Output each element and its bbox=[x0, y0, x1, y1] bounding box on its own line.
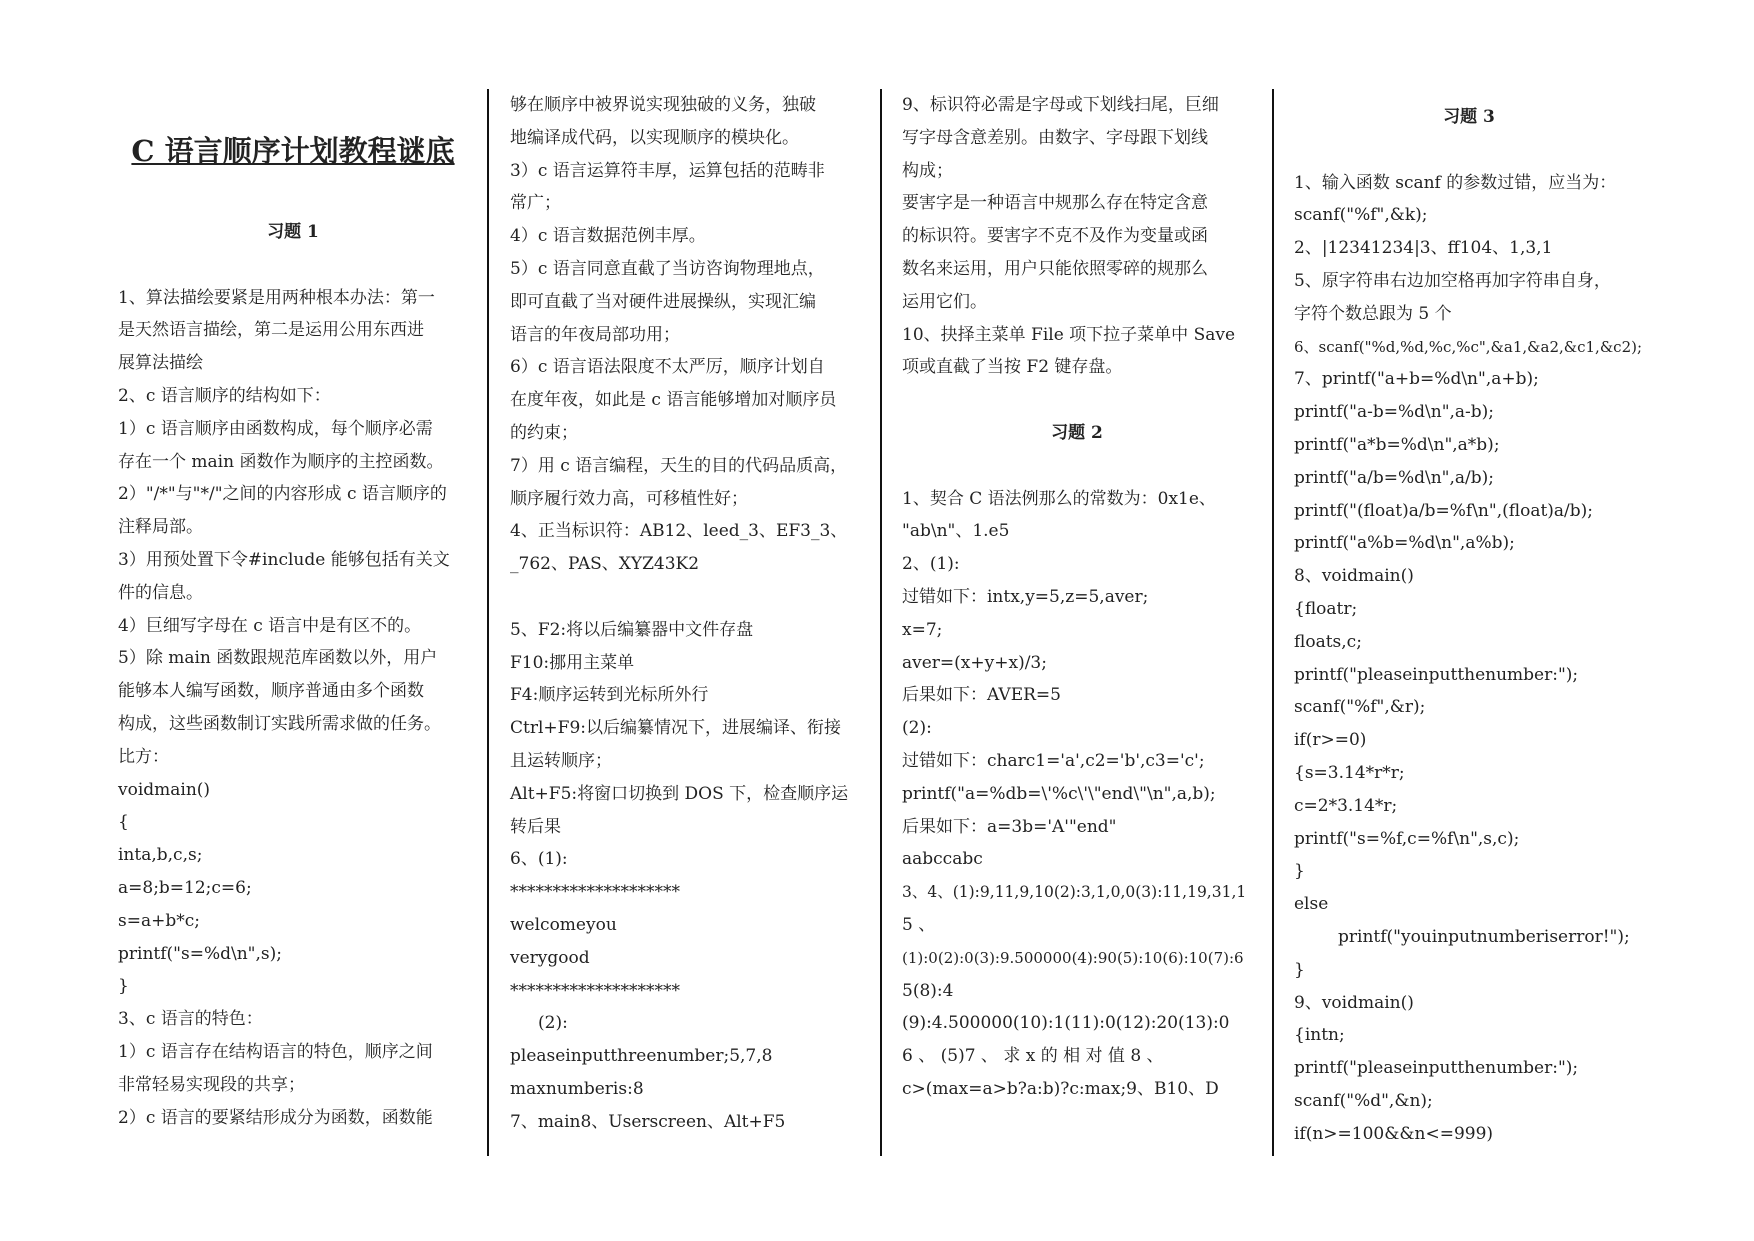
text-line: F4:顺序运转到光标所外行 bbox=[510, 685, 709, 706]
text-line: scanf("%d",&n); bbox=[1294, 1090, 1433, 1111]
text-line: 展算法描绘 bbox=[118, 353, 203, 374]
text-line: 5、F2:将以后编纂器中文件存盘 bbox=[510, 619, 754, 640]
text-line: else bbox=[1294, 894, 1329, 915]
text-line: printf("a*b=%d\n",a*b); bbox=[1294, 434, 1500, 455]
text-line: 比方： bbox=[118, 746, 169, 767]
col2-body-b bbox=[510, 614, 860, 1008]
col4-body-a bbox=[1294, 167, 1644, 921]
text-line: "ab\n"、1.e5 bbox=[902, 521, 1010, 542]
text-line: } bbox=[118, 976, 129, 997]
text-line: 的标识符。要害字不克不及作为变量或函 bbox=[902, 226, 1208, 247]
text-line: 5 、 bbox=[902, 914, 936, 935]
text-line: _762、PAS、XYZ43K2 bbox=[510, 554, 700, 575]
text-line: Ctrl+F9:以后编纂情况下，进展编译、衔接 bbox=[510, 718, 841, 739]
col2-body-c bbox=[510, 1040, 860, 1138]
text-line: maxnumberis:8 bbox=[510, 1078, 644, 1099]
text-line: 5、原字符串右边加空格再加字符串自身， bbox=[1294, 270, 1611, 291]
spacer bbox=[510, 581, 860, 614]
column-1 bbox=[118, 96, 468, 1134]
text-line: aver=(x+y+x)/3; bbox=[902, 652, 1047, 673]
col3-body-b bbox=[902, 483, 1252, 1106]
spacer bbox=[1294, 134, 1644, 167]
text-line: a=8;b=12;c=6; bbox=[118, 877, 252, 898]
text-line: c=2*3.14*r; bbox=[1294, 795, 1398, 816]
text-line: welcomeyou bbox=[510, 914, 617, 935]
text-line: 3）用预处置下令#include 能够包括有关文 bbox=[118, 549, 450, 570]
text-line: 即可直截了当对硬件进展操纵，实现汇编 bbox=[510, 291, 816, 312]
text-line: 9、标识符必需是字母或下划线扫尾，巨细 bbox=[902, 95, 1219, 115]
text-line: { bbox=[118, 812, 129, 833]
text-line: Alt+F5:将窗口切换到 DOS 下，检查顺序运 bbox=[510, 783, 849, 804]
text-line: 6、(1): bbox=[510, 849, 568, 870]
text-line: 能够本人编写函数，顺序普通由多个函数 bbox=[118, 681, 424, 702]
col4-indented-line: printf("youinputnumberiserror!"); bbox=[1338, 926, 1630, 947]
col2-body-a bbox=[510, 89, 860, 581]
text-line: } bbox=[1294, 959, 1305, 980]
text-line: 要害字是一种语言中规那么存在特定含意 bbox=[902, 193, 1208, 214]
text-line: 地编译成代码，以实现顺序的模块化。 bbox=[510, 127, 799, 148]
text-line: 过错如下：intx,y=5,z=5,aver; bbox=[902, 586, 1149, 607]
text-line: x=7; bbox=[902, 619, 943, 640]
spacer bbox=[902, 450, 1252, 483]
text-line: verygood bbox=[510, 947, 590, 968]
text-line: 运用它们。 bbox=[902, 291, 987, 312]
spacer bbox=[118, 249, 468, 282]
text-line: c>(max=a>b?a:b)?c:max;9、B10、D bbox=[902, 1078, 1219, 1099]
text-line: 语言的年夜局部功用； bbox=[510, 324, 680, 345]
text-line: 注释局部。 bbox=[118, 517, 203, 538]
text-line: 构成； bbox=[902, 160, 953, 181]
text-line: 存在一个 main 函数作为顺序的主控函数。 bbox=[118, 451, 444, 472]
text-line: 顺序履行效力高，可移植性好； bbox=[510, 488, 748, 509]
text-line: 常广； bbox=[510, 193, 561, 214]
text-line: scanf("%f",&r); bbox=[1294, 697, 1426, 718]
text-line: inta,b,c,s; bbox=[118, 845, 203, 866]
column-4 bbox=[1294, 101, 1644, 1151]
text-line: {s=3.14*r*r; bbox=[1294, 762, 1405, 783]
col3-body-a bbox=[902, 89, 1252, 384]
text-line: aabccabc bbox=[902, 849, 983, 870]
text-line: 2、(1): bbox=[902, 554, 960, 575]
text-line: 后果如下：a=3b='A'"end" bbox=[902, 816, 1117, 837]
text-line: } bbox=[1294, 861, 1305, 882]
text-line: 2）"/*"与"*/"之间的内容形成 c 语言顺序的 bbox=[118, 484, 447, 505]
exercise-3-heading: 习题 3 bbox=[1443, 107, 1495, 127]
text-line: printf("a-b=%d\n",a-b); bbox=[1294, 402, 1495, 423]
column-3 bbox=[902, 89, 1252, 1106]
text-line: printf("pleaseinputthenumber:"); bbox=[1294, 1058, 1579, 1079]
text-line: 写字母含意差别。由数字、字母跟下划线 bbox=[902, 127, 1208, 148]
text-line: F10:挪用主菜单 bbox=[510, 652, 635, 673]
text-line: {floatr; bbox=[1294, 598, 1358, 619]
text-line: 1、输入函数 scanf 的参数过错，应当为： bbox=[1294, 172, 1617, 193]
text-line: {intn; bbox=[1294, 1025, 1345, 1046]
text-line: floats,c; bbox=[1294, 631, 1362, 652]
text-line: (1):0(2):0(3):9.500000(4):90(5):10(6):10(7):6 bbox=[902, 948, 1244, 967]
text-line: 5(8):4 bbox=[902, 980, 954, 1001]
text-line: 在度年夜，如此是 c 语言能够增加对顺序员 bbox=[510, 390, 837, 411]
text-line: printf("s=%d\n",s); bbox=[118, 943, 282, 964]
text-line: 9、voidmain() bbox=[1294, 992, 1414, 1013]
text-line: 3、4、(1):9,11,9,10(2):3,1,0,0(3):11,19,31,1 bbox=[902, 883, 1247, 902]
text-line: 2、c 语言顺序的结构如下： bbox=[118, 385, 331, 406]
text-line: 7、main8、Userscreen、Alt+F5 bbox=[510, 1111, 786, 1132]
text-line: 构成，这些函数制订实践所需求做的任务。 bbox=[118, 713, 441, 734]
text-line: printf("a=%db=\'%c\'\"end\"\n",a,b); bbox=[902, 783, 1216, 804]
text-line: 10、抉择主菜单 File 项下拉子菜单中 Save bbox=[902, 324, 1236, 345]
text-line: 转后果 bbox=[510, 816, 561, 837]
text-line: 1、契合 C 语法例那么的常数为：0x1e、 bbox=[902, 488, 1216, 509]
text-line: 件的信息。 bbox=[118, 582, 203, 603]
text-line: 7、printf("a+b=%d\n",a+b); bbox=[1294, 369, 1539, 390]
column-2 bbox=[510, 89, 860, 1139]
text-line: 非常轻易实现段的共享； bbox=[118, 1074, 305, 1095]
text-line: 5）c 语言同意直截了当访咨询物理地点， bbox=[510, 258, 825, 279]
text-line: 的约束； bbox=[510, 422, 578, 443]
text-line: 2）c 语言的要紧结形成分为函数，函数能 bbox=[118, 1107, 433, 1128]
text-line: printf("pleaseinputthenumber:"); bbox=[1294, 664, 1579, 685]
text-line: pleaseinputthreenumber;5,7,8 bbox=[510, 1046, 773, 1067]
text-line: 后果如下：AVER=5 bbox=[902, 685, 1061, 706]
text-line: printf("a%b=%d\n",a%b); bbox=[1294, 533, 1515, 554]
spacer bbox=[902, 384, 1252, 417]
text-line: s=a+b*c; bbox=[118, 910, 200, 931]
text-line: 1、算法描绘要紧是用两种根本办法：第一 bbox=[118, 287, 435, 308]
text-line: 数名来运用，用户只能依照零碎的规那么 bbox=[902, 258, 1208, 279]
text-line: 1）c 语言存在结构语言的特色，顺序之间 bbox=[118, 1041, 433, 1062]
text-line: 3、c 语言的特色： bbox=[118, 1009, 263, 1030]
col1-body bbox=[118, 282, 468, 1135]
col4-body-b bbox=[1294, 954, 1644, 1151]
text-line: 4）巨细写字母在 c 语言中是有区不的。 bbox=[118, 615, 422, 636]
text-line: printf("(float)a/b=%f\n",(float)a/b); bbox=[1294, 500, 1594, 521]
col2-indented-line: (2): bbox=[538, 1013, 568, 1034]
text-line: printf("a/b=%d\n",a/b); bbox=[1294, 467, 1494, 488]
text-line: 是天然语言描绘，第二是运用公用东西进 bbox=[118, 320, 424, 341]
column-divider-1 bbox=[487, 89, 489, 1156]
text-line: 5）除 main 函数跟规范库函数以外，用户 bbox=[118, 648, 438, 669]
exercise-2-heading: 习题 2 bbox=[1051, 422, 1103, 443]
text-line: 3）c 语言运算符丰厚，运算包括的范畴非 bbox=[510, 160, 825, 181]
text-line: 项或直截了当按 F2 键存盘。 bbox=[902, 357, 1123, 378]
text-line: voidmain() bbox=[118, 779, 211, 800]
text-line: if(n>=100&&n<=999) bbox=[1294, 1123, 1494, 1144]
text-line: (2): bbox=[902, 718, 932, 739]
text-line: ******************** bbox=[510, 882, 680, 903]
text-line: 够在顺序中被界说实现独破的义务，独破 bbox=[510, 95, 816, 115]
column-divider-2 bbox=[880, 89, 882, 1156]
column-divider-3 bbox=[1272, 89, 1274, 1156]
text-line: 过错如下：charc1='a',c2='b',c3='c'; bbox=[902, 750, 1205, 771]
text-line: 6、scanf("%d,%d,%c,%c",&a1,&a2,&c1,&c2); bbox=[1294, 337, 1643, 356]
text-line: 且运转顺序； bbox=[510, 750, 612, 771]
text-line: 2、|12341234|3、ff104、1,3,1 bbox=[1294, 238, 1553, 259]
text-line: 7）用 c 语言编程，天生的目的代码品质高， bbox=[510, 455, 848, 476]
text-line: 4）c 语言数据范例丰厚。 bbox=[510, 226, 706, 247]
exercise-1-heading: 习题 1 bbox=[267, 222, 319, 242]
text-line: 4、正当标识符：AB12、leed_3、EF3_3、 bbox=[510, 521, 848, 542]
text-line: 6 、 (5)7 、 求 x 的 相 对 值 8 、 bbox=[902, 1046, 1164, 1067]
document-title: C 语言顺序计划教程谜底 bbox=[131, 134, 455, 168]
text-line: 8、voidmain() bbox=[1294, 566, 1414, 587]
text-line: (9):4.500000(10):1(11):0(12):20(13):0 bbox=[902, 1013, 1230, 1034]
text-line: 字符个数总跟为 5 个 bbox=[1294, 303, 1452, 324]
text-line: 1）c 语言顺序由函数构成，每个顺序必需 bbox=[118, 418, 433, 439]
text-line: ******************** bbox=[510, 980, 680, 1001]
text-line: 6）c 语言语法限度不太严厉，顺序计划自 bbox=[510, 357, 825, 378]
text-line: scanf("%f",&k); bbox=[1294, 205, 1428, 226]
text-line: if(r>=0) bbox=[1294, 730, 1367, 751]
text-line: printf("s=%f,c=%f\n",s,c); bbox=[1294, 828, 1520, 849]
